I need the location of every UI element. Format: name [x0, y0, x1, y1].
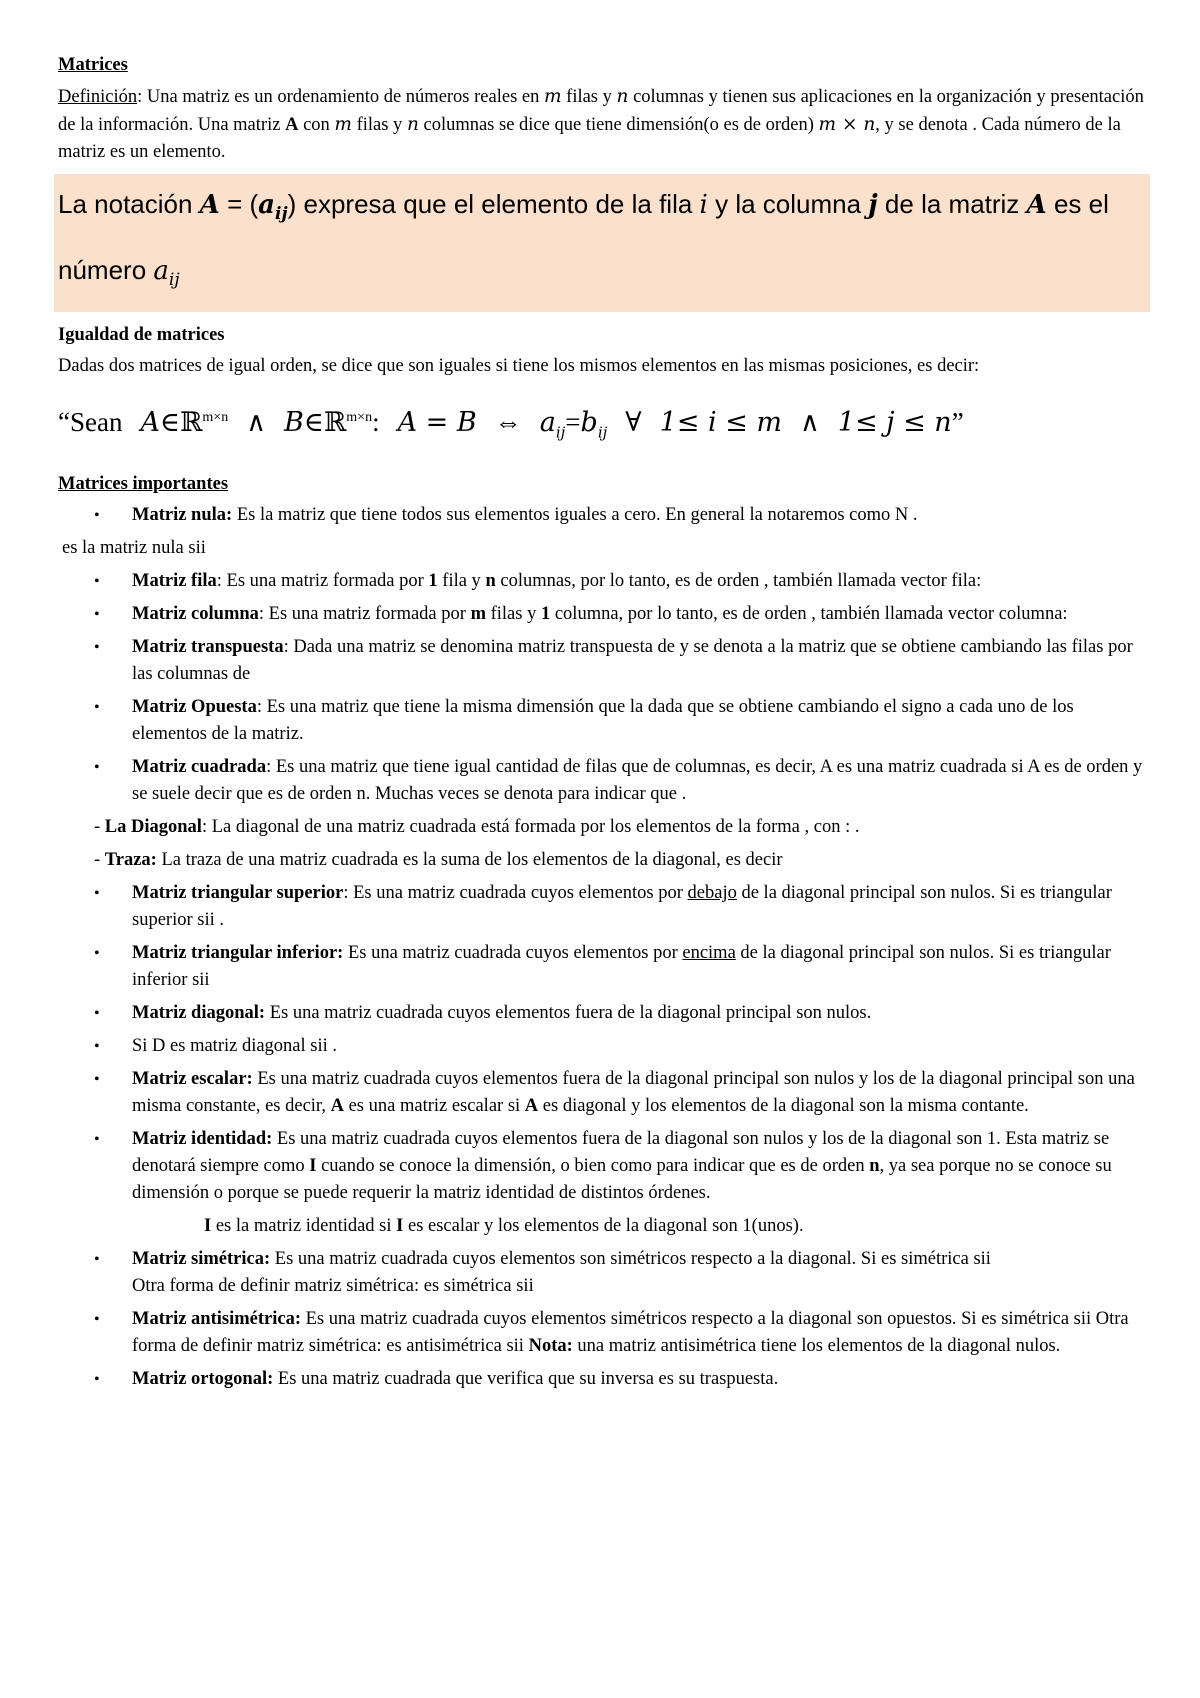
bullet-icon: •	[94, 758, 100, 776]
list-item-ortogonal: • Matriz ortogonal: Es una matriz cuadrada que verifica que su inversa es su traspuesta.	[58, 1366, 1150, 1393]
list-item-diagonal: • Matriz diagonal: Es una matriz cuadrada cuyos elementos fuera de la diagonal principal son nulos.	[58, 1000, 1150, 1027]
list-item-triangular-inferior: • Matriz triangular inferior: Es una matriz cuadrada cuyos elementos por encima de la diagonal principal son nulos. Si es triangular inferior sii	[58, 940, 1150, 994]
definition-paragraph: Definición: Una matriz es un ordenamiento de números reales en m filas y n columnas y tienen sus aplicaciones en la organización y presentación de la información. Una matriz A con m filas y n columnas se dice que tiene dimensión(o es de orden) m × n, y se denota . Cada número de la matriz es un elemento.	[58, 86, 1144, 162]
list-item-columna: • Matriz columna: Es una matriz formada por m filas y 1 columna, por lo tanto, es de orden , también llamada vector columna:	[58, 601, 1150, 628]
list-item-antisimetrica: • Matriz antisimétrica: Es una matriz cuadrada cuyos elementos simétricos respecto a la diagonal son opuestos. Si es simétrica sii Otra forma de definir matriz simétrica: es antisimétrica sii Nota: una matriz antisimétrica tiene los elementos de la diagonal nulos.	[58, 1306, 1150, 1360]
equality-text: Dadas dos matrices de igual orden, se dice que son iguales si tiene los mismos elementos en las mismas posiciones, es decir:	[58, 356, 980, 377]
bullet-icon: •	[94, 1130, 100, 1148]
list-item-fila: • Matriz fila: Es una matriz formada por 1 fila y n columnas, por lo tanto, es de orden , también llamada vector fila:	[58, 568, 1150, 595]
important-list-1	[58, 502, 1150, 529]
bullet-icon: •	[94, 638, 100, 656]
list-item-cuadrada: • Matriz cuadrada: Es una matriz que tiene igual cantidad de filas que de columnas, es decir, A es una matriz cuadrada si A es de orden y se suele decir que es de orden n. Muchas veces se denota para indicar que .	[58, 754, 1150, 808]
list-item-transpuesta: • Matriz transpuesta: Dada una matriz se denomina matriz transpuesta de y se denota a la matriz que se obtiene cambiando las filas por las columnas de	[58, 634, 1150, 688]
identidad-definition: I es la matriz identidad si I es escalar y los elementos de la diagonal son 1(unos).	[204, 1215, 804, 1236]
document-page	[58, 52, 1150, 1399]
list-item-diagonal-definition: • Si D es matriz diagonal sii .	[58, 1033, 1150, 1060]
important-heading: Matrices importantes	[58, 473, 229, 494]
page-title: Matrices	[58, 55, 128, 75]
bullet-icon: •	[94, 572, 100, 590]
bullet-icon: •	[94, 1310, 100, 1328]
bullet-icon: •	[94, 944, 100, 962]
notation-highlight-box: La notación $A = (a_{ij})$ expresa que el elemento de la fila i y la columna j de la matriz A es el número $a_{ij}$	[54, 174, 1150, 312]
important-list-2	[58, 568, 1150, 808]
bullet-icon: •	[94, 1037, 100, 1055]
list-item-escalar: • Matriz escalar: Es una matriz cuadrada cuyos elementos fuera de la diagonal principal son nulos y los de la diagonal principal son una misma constante, es decir, A es una matriz escalar si A es diagonal y los elementos de la diagonal son la misma contante.	[58, 1066, 1150, 1120]
list-item-opuesta: • Matriz Opuesta: Es una matriz que tiene la misma dimensión que la dada que se obtiene cambiando el signo a cada uno de los elementos de la matriz.	[58, 694, 1150, 748]
bullet-icon: •	[94, 1070, 100, 1088]
list-item-identidad: • Matriz identidad: Es una matriz cuadrada cuyos elementos fuera de la diagonal son nulos y los de la diagonal son 1. Esta matriz se denotará siempre como I cuando se conoce la dimensión, o bien como para indicar que es de orden n, ya sea porque no se conoce su dimensión o porque se puede requerir la matriz identidad de distintos órdenes.	[58, 1126, 1150, 1207]
important-list-4	[58, 1246, 1150, 1393]
diagonal-line: - La Diagonal: La diagonal de una matriz cuadrada está formada por los elementos de la forma , con : .	[94, 816, 860, 837]
bullet-icon: •	[94, 1004, 100, 1022]
list-item-simetrica: • Matriz simétrica: Es una matriz cuadrada cuyos elementos son simétricos respecto a la diagonal. Si es simétrica sii Otra forma de definir matriz simétrica: es simétrica sii	[58, 1246, 1150, 1300]
bullet-icon: •	[94, 506, 100, 524]
bullet-icon: •	[94, 698, 100, 716]
equality-formula: “Sean A∈ℝ$^{m\times n}$ ∧ B∈ℝ$^{m\times n}$: A = B ⇔ $a_{ij}=b_{ij}$ ∀ 1≤ i ≤ m ∧ 1≤ j ≤ n”	[58, 407, 964, 442]
bullet-icon: •	[94, 1250, 100, 1268]
bullet-icon: •	[94, 605, 100, 623]
nula-definition: es la matriz nula sii	[62, 537, 206, 558]
equality-heading: Igualdad de matrices	[58, 325, 225, 346]
bullet-icon: •	[94, 884, 100, 902]
list-item-triangular-superior: • Matriz triangular superior: Es una matriz cuadrada cuyos elementos por debajo de la diagonal principal son nulos. Si es triangular superior sii .	[58, 880, 1150, 934]
bullet-icon: •	[94, 1370, 100, 1388]
traza-line: - Traza: La traza de una matriz cuadrada es la suma de los elementos de la diagonal, es decir	[94, 849, 783, 870]
important-list-3	[58, 880, 1150, 1207]
definition-label: Definición	[58, 87, 138, 107]
list-item-nula: • Matriz nula: Es la matriz que tiene todos sus elementos iguales a cero. En general la notaremos como N .	[58, 502, 1150, 529]
